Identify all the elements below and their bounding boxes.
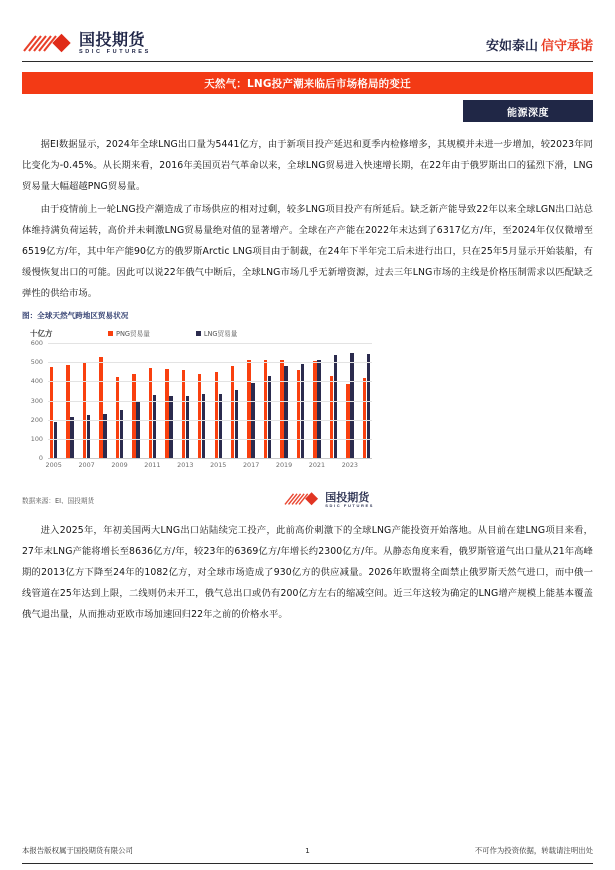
chart-plot-area bbox=[22, 339, 374, 471]
legend-item-png bbox=[108, 328, 150, 338]
bar-group bbox=[264, 360, 271, 458]
bar-group bbox=[330, 355, 337, 458]
bar-group bbox=[313, 360, 320, 458]
slogan-primary: 安如泰山 bbox=[485, 39, 538, 54]
y-axis-unit-label: 十亿方 bbox=[30, 328, 53, 338]
bar-png bbox=[198, 374, 201, 458]
chart-header bbox=[22, 325, 374, 341]
legend-item-lng bbox=[196, 328, 238, 338]
bar-png bbox=[264, 360, 267, 458]
bar-lng bbox=[169, 396, 172, 458]
bar-group bbox=[297, 364, 304, 458]
watermark-name-cn: 国投期货 bbox=[325, 490, 370, 504]
body-text-bottom bbox=[22, 520, 593, 625]
chart-gridline bbox=[48, 362, 372, 363]
badge-row bbox=[22, 100, 593, 122]
y-axis-tick: 500 bbox=[30, 358, 43, 367]
bar-png bbox=[280, 360, 283, 458]
bar-png bbox=[165, 369, 168, 458]
bar-png bbox=[66, 365, 69, 458]
y-axis-tick: 0 bbox=[38, 454, 43, 462]
bar-lng bbox=[70, 417, 73, 458]
bar-lng bbox=[367, 354, 370, 458]
bar-png bbox=[99, 357, 102, 458]
bar-png bbox=[182, 370, 185, 458]
figure-source: 数据来源：EI、国投期货 bbox=[22, 496, 95, 505]
x-axis-tick: 2019 bbox=[275, 461, 293, 469]
chart-gridline bbox=[48, 401, 372, 402]
watermark-logo-mark-icon bbox=[282, 491, 322, 508]
header-divider bbox=[22, 61, 593, 62]
page-footer bbox=[22, 845, 593, 856]
paragraph: 由于疫情前上一轮LNG投产潮造成了市场供应的相对过剩，较多LNG项目投产有所延后。缺乏新产能导致22年以来全球LGN出口站总体维持满负荷运转，高价并未刺激LNG贸易量绝对值的显著增产。全球在产产能在2022年末达到了6317亿方/年，至2024年仅仅微增至6519亿方/年，其中年产能90亿方的俄罗斯Arctic LNG项目由于制裁，在24年下半年完工后未进行出口，只在25年5月显示开始装船，有缓慢恢复出口的可能。因此可以说22年俄气中断后，全球LNG市场几乎无新增资源，过去三年LNG市场的主线是价格压制需求以匹配缺乏弹性的供给市场。 bbox=[22, 204, 593, 299]
logo-name-en: SDIC FUTURES bbox=[79, 49, 151, 56]
bar-group bbox=[198, 374, 205, 458]
figure-watermark-logo bbox=[282, 491, 374, 508]
logo-name-cn: 国投期货 bbox=[79, 30, 146, 50]
bar-group bbox=[247, 360, 254, 458]
bar-png bbox=[231, 366, 234, 458]
plot-canvas bbox=[48, 343, 372, 458]
bar-lng bbox=[284, 366, 287, 458]
legend-swatch-lng bbox=[196, 331, 201, 336]
bar-png bbox=[132, 374, 135, 458]
figure-title: 图：全球天然气跨地区贸易状况 bbox=[22, 311, 129, 320]
bar-png bbox=[346, 384, 349, 458]
bar-group bbox=[215, 372, 222, 458]
x-axis-tick: 2005 bbox=[45, 461, 62, 469]
y-axis-tick: 600 bbox=[30, 339, 43, 347]
x-axis-tick: 2009 bbox=[111, 461, 128, 469]
body-text-top bbox=[22, 134, 593, 304]
logo-wordmark bbox=[79, 32, 151, 56]
bar-png bbox=[215, 372, 218, 458]
x-axis-tick: 2023 bbox=[341, 461, 358, 469]
y-axis bbox=[22, 339, 46, 462]
bar-png bbox=[83, 362, 86, 458]
bar-png bbox=[313, 361, 316, 458]
legend-swatch-png bbox=[108, 331, 113, 336]
chart-legend bbox=[108, 328, 237, 338]
logo-mark-icon bbox=[22, 32, 74, 56]
company-logo bbox=[22, 32, 151, 56]
bar-group bbox=[99, 357, 106, 458]
bar-lng bbox=[202, 394, 205, 458]
paragraph: 进入2025年，年初美国两大LNG出口站陆续完工投产，此前高价刺激下的全球LNG产能投资开始落地。从目前在建LNG项目来看，27年末LNG产能将增长至8636亿方/年，较23年的6369亿方/年增长约2300亿方/年。从静态角度来看，俄罗斯管道气出口量从21年高峰期的2013亿方下降至24年的1082亿方，对全球市场造成了930亿方的供应减量。2026年欧盟将全面禁止俄罗斯天然气进口，而中俄一线管道在25年达到上限，二线则仍未开工，俄气总出口或仍有200亿方左右的缩减空间。近三年这较为确定的LNG增产规模上能基本覆盖俄气退出量，从而推动亚欧市场加速回归22年之前的价格水平。 bbox=[22, 525, 593, 620]
bar-group bbox=[182, 370, 189, 458]
bar-group bbox=[116, 377, 123, 458]
x-axis-tick: 2017 bbox=[242, 461, 260, 469]
footer-disclaimer: 不可作为投资依据，转载请注明出处 bbox=[474, 846, 593, 855]
bar-lng bbox=[334, 355, 337, 458]
bar-group bbox=[66, 365, 73, 458]
x-axis-line bbox=[48, 458, 372, 459]
y-axis-tick: 100 bbox=[30, 434, 43, 443]
watermark-wordmark bbox=[325, 492, 374, 508]
bar-group bbox=[280, 360, 287, 458]
bar-group bbox=[363, 354, 370, 458]
y-axis-tick: 300 bbox=[30, 396, 43, 405]
category-badge: 能源深度 bbox=[463, 100, 593, 122]
page-number: 1 bbox=[305, 846, 310, 855]
bar-lng bbox=[350, 353, 353, 458]
chart-gridline bbox=[48, 439, 372, 440]
figure-block bbox=[22, 310, 374, 508]
bar-png bbox=[116, 377, 119, 458]
footer-copyright: 本报告版权属于国投期货有限公司 bbox=[22, 846, 133, 855]
chart-gridline bbox=[48, 420, 372, 421]
header-slogan bbox=[486, 35, 593, 56]
figure-footer bbox=[22, 491, 374, 508]
y-axis-tick: 200 bbox=[30, 415, 43, 424]
paragraph: 据EI数据显示，2024年全球LNG出口量为5441亿方，由于新项目投产延迟和夏季内检修增多，其规模并未进一步增加，较2023年同比变化为-0.45%。从长期来看，2016年美国页岩气革命以来，全球LNG贸易进入快速增长期，在22年由于俄罗斯出口的猛烈下滑，LNG贸易量大幅超越PNG贸易量。 bbox=[22, 139, 593, 192]
x-axis-tick: 2021 bbox=[308, 461, 326, 469]
bar-group bbox=[132, 374, 139, 458]
bar-group bbox=[165, 369, 172, 458]
bar-lng bbox=[317, 360, 320, 458]
bar-lng bbox=[87, 415, 90, 458]
slogan-secondary: 信守承诺 bbox=[540, 39, 593, 54]
bar-lng bbox=[120, 410, 123, 458]
bar-png bbox=[363, 378, 366, 458]
x-axis-tick: 2007 bbox=[78, 461, 95, 469]
bar-lng bbox=[153, 395, 156, 458]
bar-lng bbox=[301, 364, 304, 458]
bar-png bbox=[330, 376, 333, 458]
x-axis-tick: 2013 bbox=[177, 461, 194, 469]
page-title: 天然气：LNG投产潮来临后市场格局的变迁 bbox=[204, 77, 411, 90]
bar-png bbox=[297, 370, 300, 458]
chart-gridline bbox=[48, 343, 372, 344]
bar-group bbox=[231, 366, 238, 458]
x-axis-tick: 2015 bbox=[210, 461, 227, 469]
report-title-banner bbox=[22, 72, 593, 94]
watermark-name-en: SDIC FUTURES bbox=[325, 502, 374, 508]
bar-lng bbox=[136, 401, 139, 459]
footer-divider bbox=[22, 863, 593, 864]
x-axis-tick: 2011 bbox=[144, 461, 161, 469]
legend-label-png: PNG贸易量 bbox=[116, 330, 150, 338]
legend-label-lng: LNG贸易量 bbox=[203, 330, 238, 338]
bar-png bbox=[247, 360, 250, 458]
x-axis bbox=[45, 458, 372, 472]
bar-group bbox=[346, 353, 353, 458]
bar-chart bbox=[22, 325, 374, 490]
chart-gridline bbox=[48, 381, 372, 382]
bar-lng bbox=[219, 394, 222, 458]
footer-row bbox=[22, 845, 593, 856]
bar-lng bbox=[268, 376, 271, 458]
bar-group bbox=[83, 362, 90, 458]
y-axis-tick: 400 bbox=[30, 377, 43, 386]
page-header bbox=[22, 0, 593, 56]
bar-lng bbox=[186, 396, 189, 458]
